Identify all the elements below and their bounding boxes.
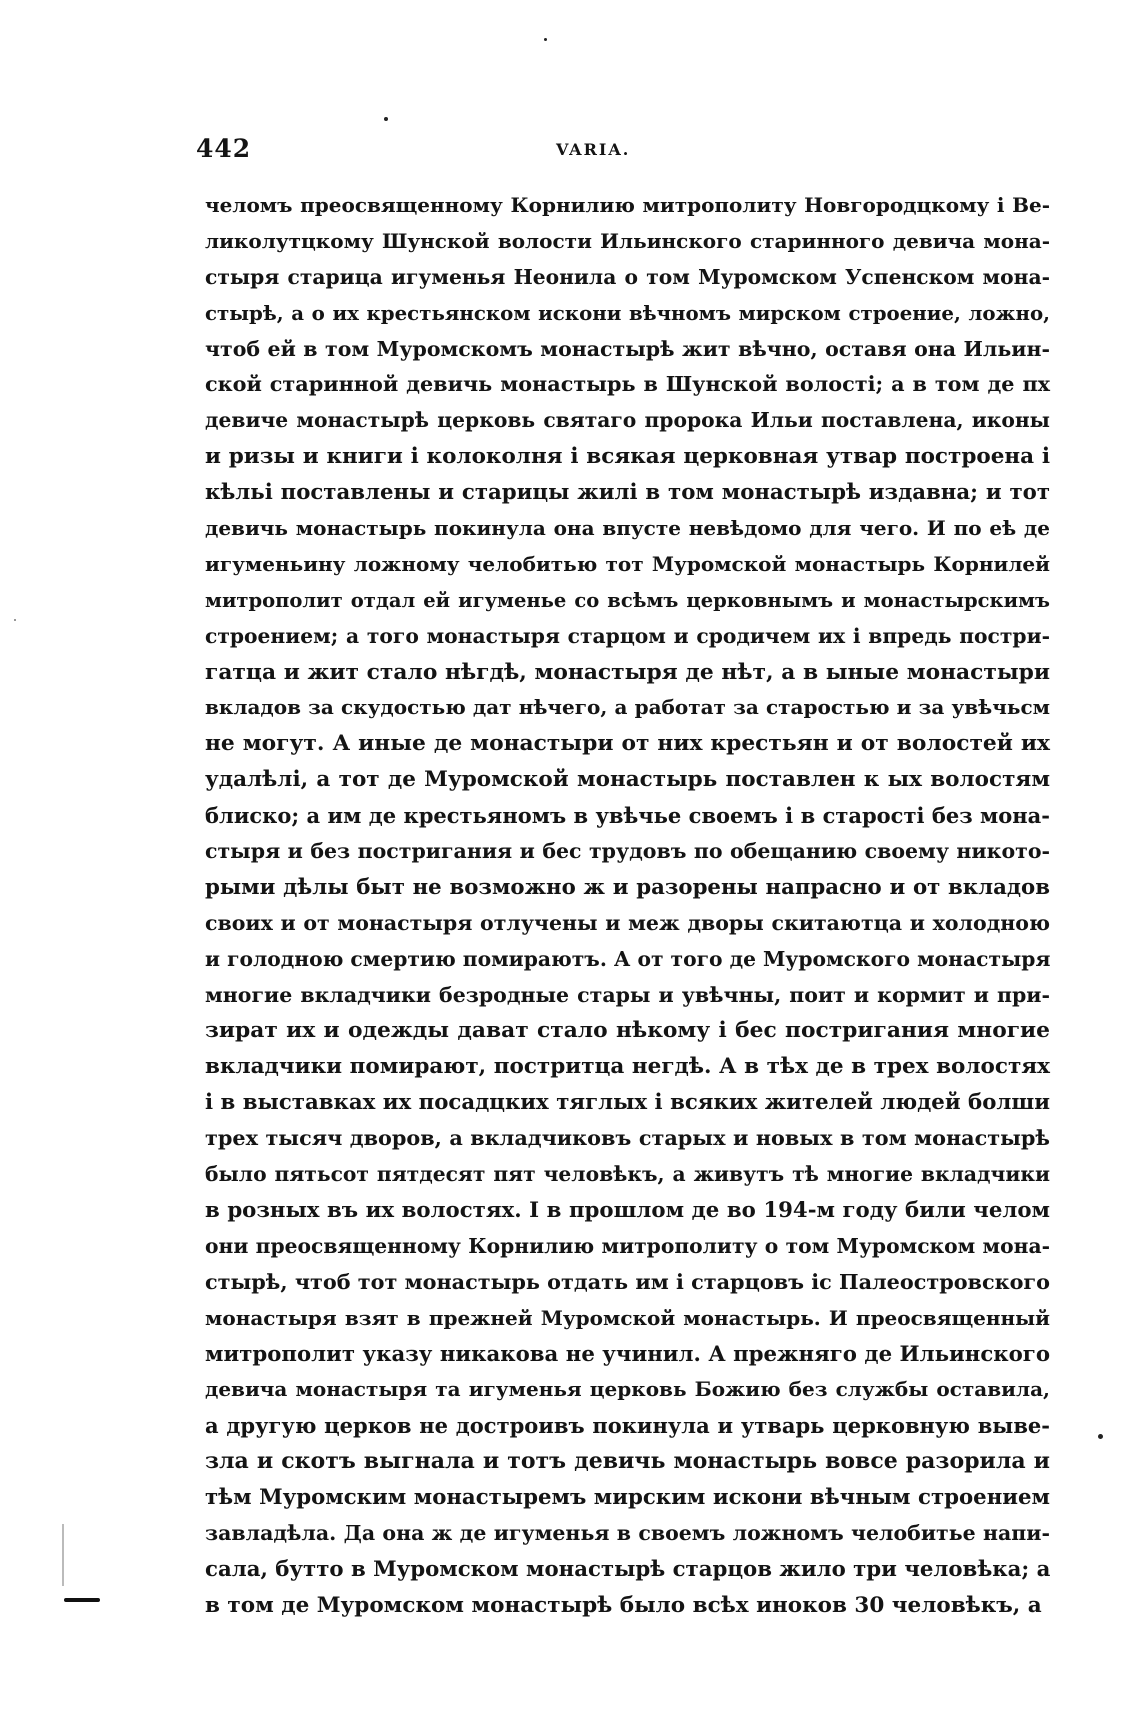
text-line: зират их и одежды дават стало нѣкому і бес постригания многие bbox=[205, 1018, 1050, 1044]
running-head: VARIA. bbox=[556, 140, 631, 159]
text-line: а другую церков не достроивъ покинула и утварь церковную выве- bbox=[205, 1413, 1050, 1439]
page-number: 442 bbox=[196, 134, 252, 163]
text-line: в том де Муромском монастырѣ было всѣх иноков 30 человѣкъ, а bbox=[205, 1592, 1042, 1618]
margin-dash bbox=[64, 1598, 100, 1602]
text-line: вкладчики помирают, постритца негдѣ. А в тѣх де в трех волостях bbox=[205, 1054, 1050, 1080]
text-line: было пятьсот пятдесят пят человѣкъ, а живутъ тѣ многие вкладчики bbox=[205, 1162, 1050, 1187]
scan-speck bbox=[384, 117, 388, 121]
text-line: удалѣлі, а тот де Муромской монастырь поставлен к ых волостям bbox=[205, 767, 1050, 793]
text-line: митрополит отдал ей игуменье со всѣмъ церковнымъ и монастырскимъ bbox=[205, 588, 1050, 612]
text-line: трех тысяч дворов, а вкладчиковъ старых и новых в том монастырѣ bbox=[205, 1126, 1050, 1151]
text-line: многие вкладчики безродные стары и увѣчны, поит и кормит и при- bbox=[205, 982, 1050, 1007]
scan-speck bbox=[14, 619, 16, 621]
text-line: ской старинной девичь монастырь в Шунской волості; а в том де пх bbox=[205, 372, 1050, 397]
text-line: девича монастыря та игуменья церковь Божию без службы оставила, bbox=[205, 1377, 1050, 1402]
text-line: гатца и жит стало нѣгдѣ, монастыря де нѣт, а в ыные монастыри bbox=[205, 659, 1050, 685]
text-line: тѣм Муромским монастыремъ мирским искони вѣчным строением bbox=[205, 1485, 1050, 1511]
text-line: не могут. А иные де монастыри от них крестьян и от волостей их bbox=[205, 731, 1050, 757]
text-line: блиско; а им де крестьяномъ в увѣчье своемъ і в старості без мона- bbox=[205, 803, 1050, 829]
text-line: девичь монастырь покинула она впусте невѣдомо для чего. И по еѣ де bbox=[205, 516, 1050, 541]
text-line: кѣльі поставлены и старицы жилі в том монастырѣ издавна; и тот bbox=[205, 480, 1050, 506]
text-line: монастыря взят в прежней Муромской монастырь. И преосвященный bbox=[205, 1305, 1050, 1330]
text-line: челомъ преосвященному Корнилию митрополиту Новгородцкому і Ве- bbox=[205, 193, 1050, 217]
text-line: стырѣ, а о их крестьянском искони вѣчномъ мирском строение, ложно, bbox=[205, 300, 1050, 325]
scan-speck bbox=[544, 38, 547, 41]
text-line: в розных въ их волостях. I в прошлом де во 194-м году били челом bbox=[205, 1197, 1050, 1223]
text-line: і в выставках их посадцких тяглых і всяких жителей людей болши bbox=[205, 1090, 1050, 1116]
body-text bbox=[205, 188, 1050, 1624]
text-line: они преосвященному Корнилию митрополиту о том Муромском мона- bbox=[205, 1233, 1050, 1258]
text-line: рыми дѣлы быт не возможно ж и разорены напрасно и от вкладов bbox=[205, 874, 1050, 900]
text-line: сала, бутто в Муромском монастырѣ старцов жило три человѣка; а bbox=[205, 1556, 1051, 1582]
text-line: митрополит указу никакова не учинил. А прежняго де Ильинского bbox=[205, 1341, 1050, 1367]
text-line: вкладов за скудостью дат нѣчего, а работат за старостью и за увѣчьсм bbox=[205, 695, 1050, 720]
text-line: стыря и без постригания и бес трудовъ по обещанию своему никото- bbox=[205, 839, 1050, 864]
text-line: девиче монастырѣ церковь святаго пророка Ильи поставлена, иконы bbox=[205, 408, 1050, 433]
margin-rule bbox=[62, 1524, 64, 1586]
text-line: и ризы и книги і колоколня і всякая церковная утвар построена і bbox=[205, 444, 1050, 470]
text-line: стырѣ, чтоб тот монастырь отдать им і старцовъ іс Палеостровского bbox=[205, 1269, 1050, 1294]
scan-speck bbox=[1098, 1434, 1103, 1439]
text-line: строением; а того монастыря старцом и сродичем их і впредь постри- bbox=[205, 623, 1050, 648]
page-header bbox=[196, 134, 1040, 164]
text-line: и голодною смертию помираютъ. А от того де Муромского монастыря bbox=[205, 946, 1051, 971]
text-line: зла и скотъ выгнала и тотъ девичь монастырь вовсе разорила и bbox=[205, 1448, 1050, 1475]
text-line: ликолутцкому Шунской волости Ильинского старинного девича мона- bbox=[205, 228, 1050, 253]
text-line: чтоб ей в том Муромскомъ монастырѣ жит вѣчно, оставя она Ильин- bbox=[205, 336, 1050, 361]
text-line: завладѣла. Да она ж де игуменья в своемъ ложномъ челобитье напи- bbox=[205, 1520, 1050, 1545]
text-line: стыря старица игуменья Неонила о том Муромском Успенском мона- bbox=[205, 264, 1050, 289]
text-line: своих и от монастыря отлучены и меж дворы скитаютца и холодною bbox=[205, 910, 1050, 935]
text-line: игуменьину ложному челобитью тот Муромской монастырь Корнилей bbox=[205, 551, 1050, 576]
